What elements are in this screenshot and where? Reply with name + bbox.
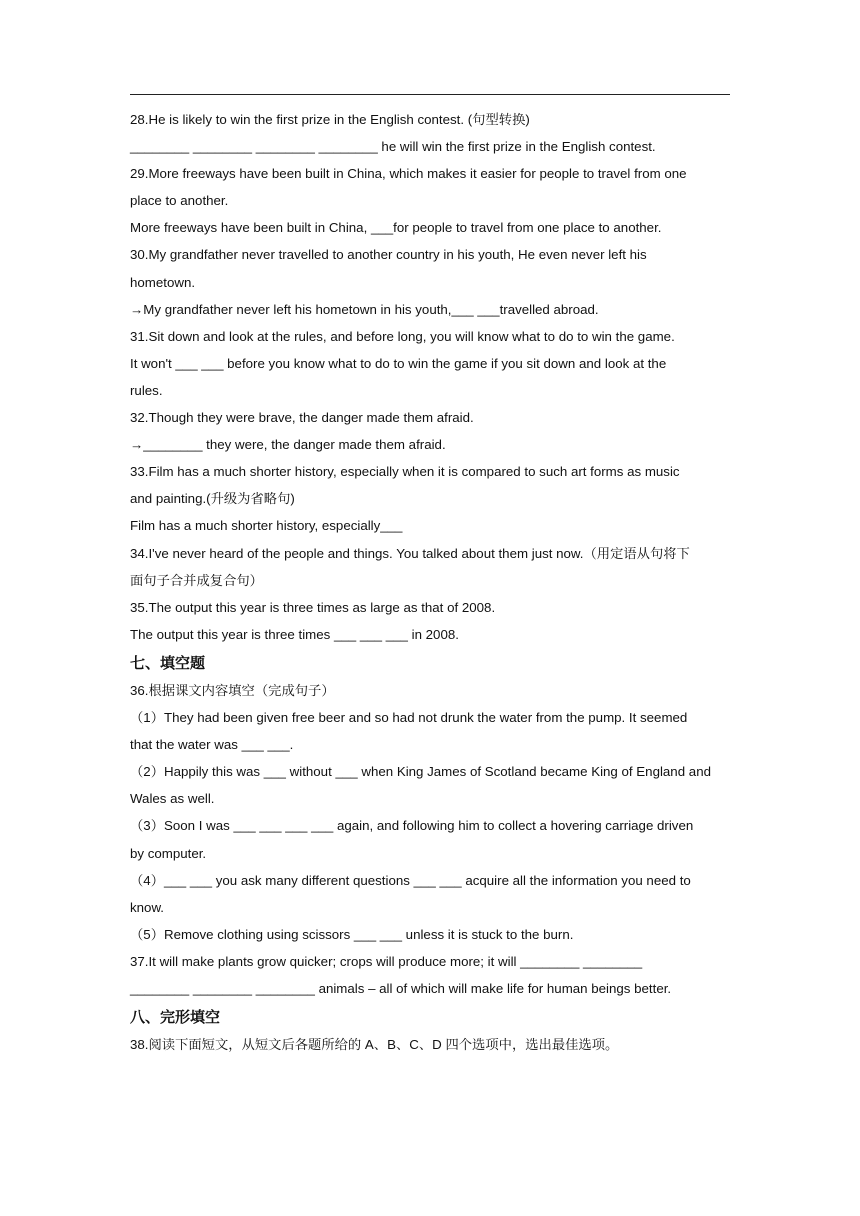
text-line-36-item-2: （2）Happily this was ___ without ___ when King James of Scotland became King of England and: [130, 764, 711, 780]
text-line-30-answer: →My grandfather never left his hometown in his youth,___ ___travelled abroad.: [130, 301, 599, 317]
text-line-37-question-cont: ________ ________ ________ animals – all of which will make life for human beings better.: [130, 981, 672, 996]
text-line-32-question: 32.Though they were brave, the danger made them afraid.: [130, 410, 474, 426]
text-line-38-instruction: 38.阅读下面短文，从短文后各题所给的 A、B、C、D 四个选项中，选出最佳选项。: [130, 1037, 619, 1053]
text-line-33-question: 33.Film has a much shorter history, especially when it is compared to such art forms as music: [130, 464, 680, 480]
text-line-31-answer-cont: rules.: [130, 382, 163, 398]
text-line-36-item-5: （5）Remove clothing using scissors ___ ___ unless it is stuck to the burn.: [130, 926, 574, 942]
text-line-37-question: 37.It will make plants grow quicker; crops will produce more; it will ________ ________: [130, 953, 643, 969]
text-line-36-item-3-cont: by computer.: [130, 845, 207, 861]
text-line-28-question: 28.He is likely to win the first prize in the English contest. (句型转换): [130, 112, 530, 127]
text-line-31-answer: It won't ___ ___ before you know what to do to win the game if you sit down and look at the: [130, 355, 667, 371]
text-line-32-answer: →________ they were, the danger made them afraid.: [130, 437, 446, 453]
text-line-36-item-3: （3）Soon I was ___ ___ ___ ___ again, and following him to collect a hovering carriage driven: [130, 818, 694, 834]
text-line-34-question-cont: 面句子合并成复合句）: [130, 572, 263, 588]
text-line-35-question: 35.The output this year is three times as large as that of 2008.: [130, 599, 496, 615]
document-body: [130, 106, 732, 1058]
text-line-31-question: 31.Sit down and look at the rules, and before long, you will know what to do to win the game.: [130, 328, 675, 344]
text-line-36-item-1: （1）They had been given free beer and so had not drunk the water from the pump. It seemed: [130, 710, 688, 726]
text-line-36-instruction: 36.根据课文内容填空（完成句子）: [130, 682, 335, 698]
text-line-29-question-cont: place to another.: [130, 193, 229, 209]
section-heading-cloze: 八、完形填空: [130, 1008, 221, 1027]
text-line-29-question: 29.More freeways have been built in China, which makes it easier for people to travel from one: [130, 166, 687, 182]
text-line-36-item-1-cont: that the water was ___ ___.: [130, 737, 294, 753]
text-line-34-question: 34.I've never heard of the people and things. You talked about them just now.（用定语从句将下: [130, 545, 690, 561]
text-line-28-answer: ________ ________ ________ ________ he will win the first prize in the English contest.: [130, 139, 656, 155]
text-line-35-answer: The output this year is three times ___ ___ ___ in 2008.: [130, 626, 459, 642]
text-line-33-question-cont: and painting.(升级为省略句): [130, 491, 295, 507]
header-rule: [130, 94, 730, 95]
text-line-36-item-4-cont: know.: [130, 899, 165, 915]
text-line-29-answer: More freeways have been built in China, ___for people to travel from one place to another.: [130, 220, 662, 236]
text-line-36-item-4: （4）___ ___ you ask many different questions ___ ___ acquire all the information you need to: [130, 872, 691, 888]
text-line-33-answer: Film has a much shorter history, especially___: [130, 518, 403, 534]
text-line-30-question-cont: hometown.: [130, 274, 196, 290]
text-line-30-question: 30.My grandfather never travelled to another country in his youth, He even never left his: [130, 247, 647, 263]
section-heading-fill-in: 七、填空题: [130, 653, 206, 672]
text-line-36-item-2-cont: Wales as well.: [130, 791, 215, 807]
